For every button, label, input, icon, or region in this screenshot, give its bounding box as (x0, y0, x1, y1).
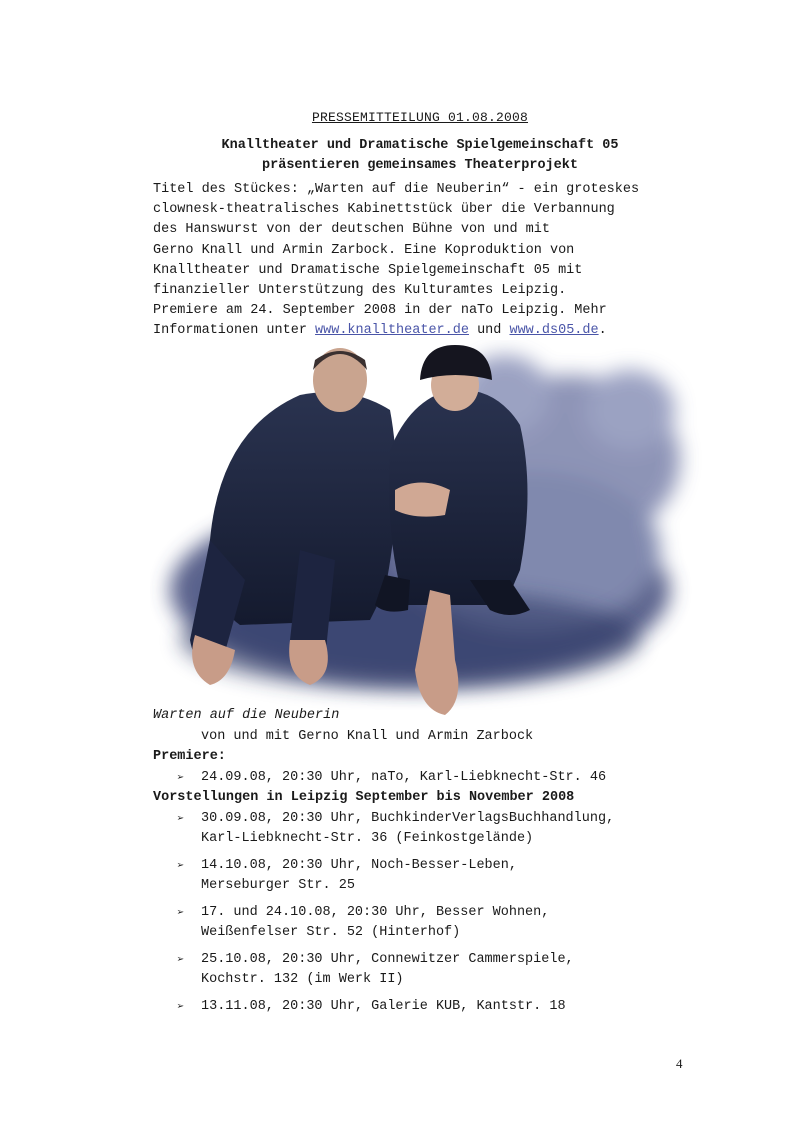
show-line: Karl-Liebknecht-Str. 36 (Feinkostgelände) (201, 831, 534, 846)
arrow-bullet-icon: ➢ (177, 858, 185, 873)
intro-line-last (153, 321, 713, 341)
list-item (153, 997, 713, 1018)
intro-middle: und (468, 323, 510, 339)
intro-prefix: Informationen unter (153, 323, 316, 339)
intro-line: clownesk-theatralisches Kabinettstück über die Verbannung (153, 202, 615, 218)
list-item (153, 950, 713, 991)
show-line: 13.11.08, 20:30 Uhr, Galerie KUB, Kantstr. 18 (201, 998, 566, 1014)
show-line: Weißenfelser Str. 52 (Hinterhof) (201, 925, 461, 940)
show-line: 30.09.08, 20:30 Uhr, BuchkinderVerlagsBuchhandlung, (201, 810, 615, 826)
intro-paragraph (153, 180, 713, 342)
arrow-bullet-icon: ➢ (177, 770, 185, 785)
intro-end: . (598, 323, 607, 339)
list-item (153, 903, 713, 944)
arrow-bullet-icon: ➢ (177, 905, 185, 920)
performers-photo (150, 340, 710, 725)
list-item (153, 768, 713, 789)
arrow-bullet-icon: ➢ (177, 999, 185, 1014)
show-line: 25.10.08, 20:30 Uhr, Connewitzer Cammerspiele, (201, 951, 574, 967)
performance-details (153, 706, 713, 1017)
headline-line-2: präsentieren gemeinsames Theaterprojekt (262, 158, 578, 173)
intro-line: Titel des Stückes: „Warten auf die Neuberin“ - ein groteskes (153, 182, 640, 197)
arrow-bullet-icon: ➢ (177, 952, 185, 967)
show-line: 17. und 24.10.08, 20:30 Uhr, Besser Wohnen, (201, 904, 550, 920)
intro-line: Premiere am 24. September 2008 in der naTo Leipzig. Mehr (153, 303, 607, 319)
press-release-header: PRESSEMITTEILUNG 01.08.2008 (311, 110, 529, 125)
page-number: 4 (676, 1056, 683, 1071)
intro-line: Knalltheater und Dramatische Spielgemeinschaft 05 mit (153, 262, 583, 278)
intro-line: des Hanswurst von der deutschen Bühne von und mit (153, 222, 550, 238)
ds05-link[interactable]: www.ds05.de (509, 323, 599, 339)
arrow-bullet-icon: ➢ (177, 811, 185, 826)
show-line: Kochstr. 132 (im Werk II) (201, 972, 404, 987)
play-title: Warten auf die Neuberin (153, 708, 340, 723)
intro-line: Gerno Knall und Armin Zarbock. Eine Koproduktion von (153, 242, 575, 258)
intro-line: finanzieller Unterstützung des Kulturamtes Leipzig. (153, 283, 567, 299)
headline-line-1: Knalltheater und Dramatische Spielgemeinschaft 05 (221, 138, 619, 153)
play-authors: von und mit Gerno Knall und Armin Zarbock (201, 728, 534, 744)
shows-heading: Vorstellungen in Leipzig September bis November 2008 (153, 790, 575, 805)
show-line: Merseburger Str. 25 (201, 878, 355, 893)
knalltheater-link[interactable]: www.knalltheater.de (315, 323, 469, 339)
premiere-date: 24.09.08, 20:30 Uhr, naTo, Karl-Liebknecht-Str. 46 (201, 769, 607, 785)
premiere-heading: Premiere: (153, 749, 226, 764)
list-item (153, 809, 713, 850)
headline (0, 136, 800, 176)
show-line: 14.10.08, 20:30 Uhr, Noch-Besser-Leben, (201, 857, 517, 873)
list-item (153, 856, 713, 897)
